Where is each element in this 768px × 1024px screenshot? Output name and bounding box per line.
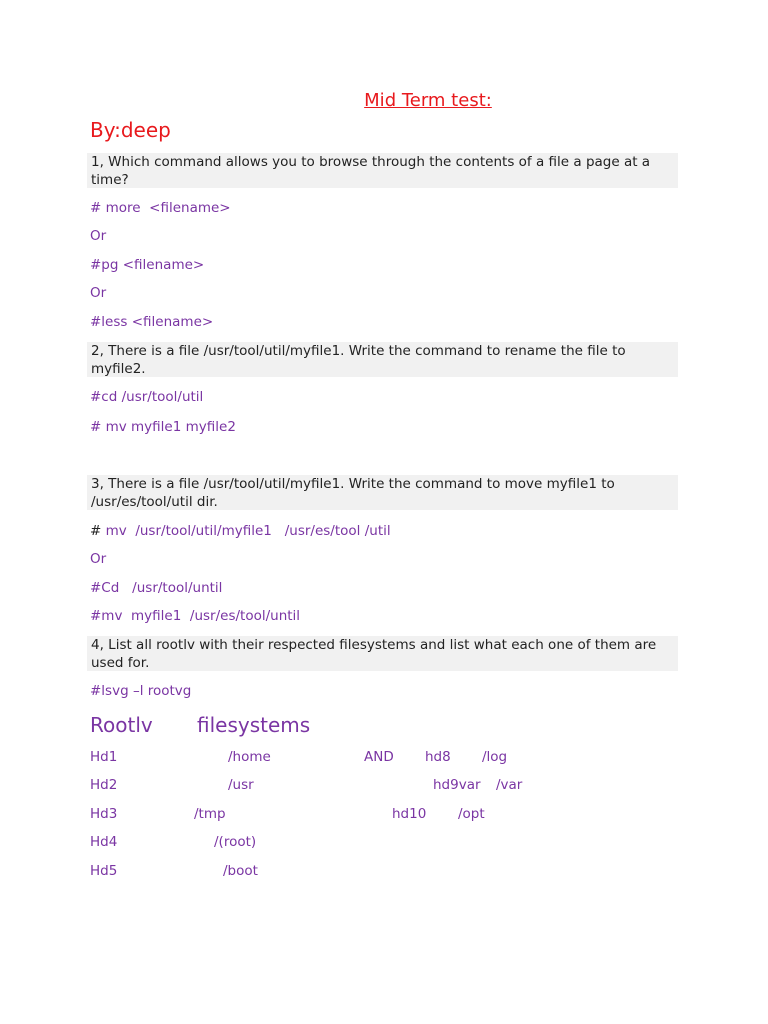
- q4-answer: #lsvg –l rootvg: [90, 683, 192, 699]
- q1-answer-1: # more <filename>: [90, 200, 231, 216]
- row-2-lv: Hd2: [90, 777, 118, 793]
- row-1-fs2: /log: [482, 749, 508, 765]
- row-4-fs: /(root): [214, 834, 257, 850]
- q3-hash: #: [90, 523, 102, 539]
- q3-answer-3: #mv myfile1 /usr/es/tool/until: [90, 608, 301, 624]
- row-2-fs: /usr: [228, 777, 254, 793]
- q2-answer-1: #cd /usr/tool/util: [90, 389, 204, 405]
- question-2-box: [87, 342, 678, 377]
- row-5-fs: /boot: [223, 863, 258, 879]
- row-3-fs: /tmp: [194, 806, 226, 822]
- document-title: [0, 89, 768, 113]
- author-line: By:deep: [90, 118, 171, 142]
- q1-or-2: Or: [90, 285, 107, 301]
- row-5-lv: Hd5: [90, 863, 118, 879]
- row-1-lv2: hd8: [425, 749, 451, 765]
- row-2-fs2: /var: [496, 777, 523, 793]
- row-3-lv2: hd10: [392, 806, 427, 822]
- question-4-box: [87, 636, 678, 671]
- row-3-lv: Hd3: [90, 806, 118, 822]
- question-2-text: 2, There is a file /usr/tool/util/myfile1. Write the command to rename the file to myfile2.: [91, 343, 626, 377]
- row-3-fs2: /opt: [458, 806, 485, 822]
- row-1-fs: /home: [228, 749, 271, 765]
- question-1-box: [87, 153, 678, 188]
- q3-answer-1: [90, 522, 391, 540]
- q3-answer-2: #Cd /usr/tool/until: [90, 580, 223, 596]
- q3-mv-command: mv /usr/tool/util/myfile1 /usr/es/tool /util: [101, 523, 391, 539]
- row-4-lv: Hd4: [90, 834, 118, 850]
- q1-answer-2: #pg <filename>: [90, 257, 205, 273]
- row-1-and: AND: [364, 749, 394, 765]
- q3-or: Or: [90, 551, 107, 567]
- q1-or-1: Or: [90, 228, 107, 244]
- question-1-text: 1, Which command allows you to browse through the contents of a file a page at a time?: [91, 154, 651, 188]
- question-3-text: 3, There is a file /usr/tool/util/myfile1. Write the command to move myfile1 to /usr/es/tool/util dir.: [91, 476, 615, 510]
- filesystems-heading: filesystems: [197, 713, 311, 737]
- row-1-lv: Hd1: [90, 749, 118, 765]
- row-2-lv2: hd9var: [433, 777, 481, 793]
- question-4-text: 4, List all rootlv with their respected filesystems and list what each one of them are used for.: [91, 637, 657, 671]
- q1-answer-3: #less <filename>: [90, 314, 214, 330]
- question-3-box: [87, 475, 678, 510]
- title-text: Mid Term test:: [364, 90, 492, 111]
- q2-answer-2: # mv myfile1 myfile2: [90, 419, 236, 435]
- rootlv-heading: Rootlv: [90, 713, 153, 737]
